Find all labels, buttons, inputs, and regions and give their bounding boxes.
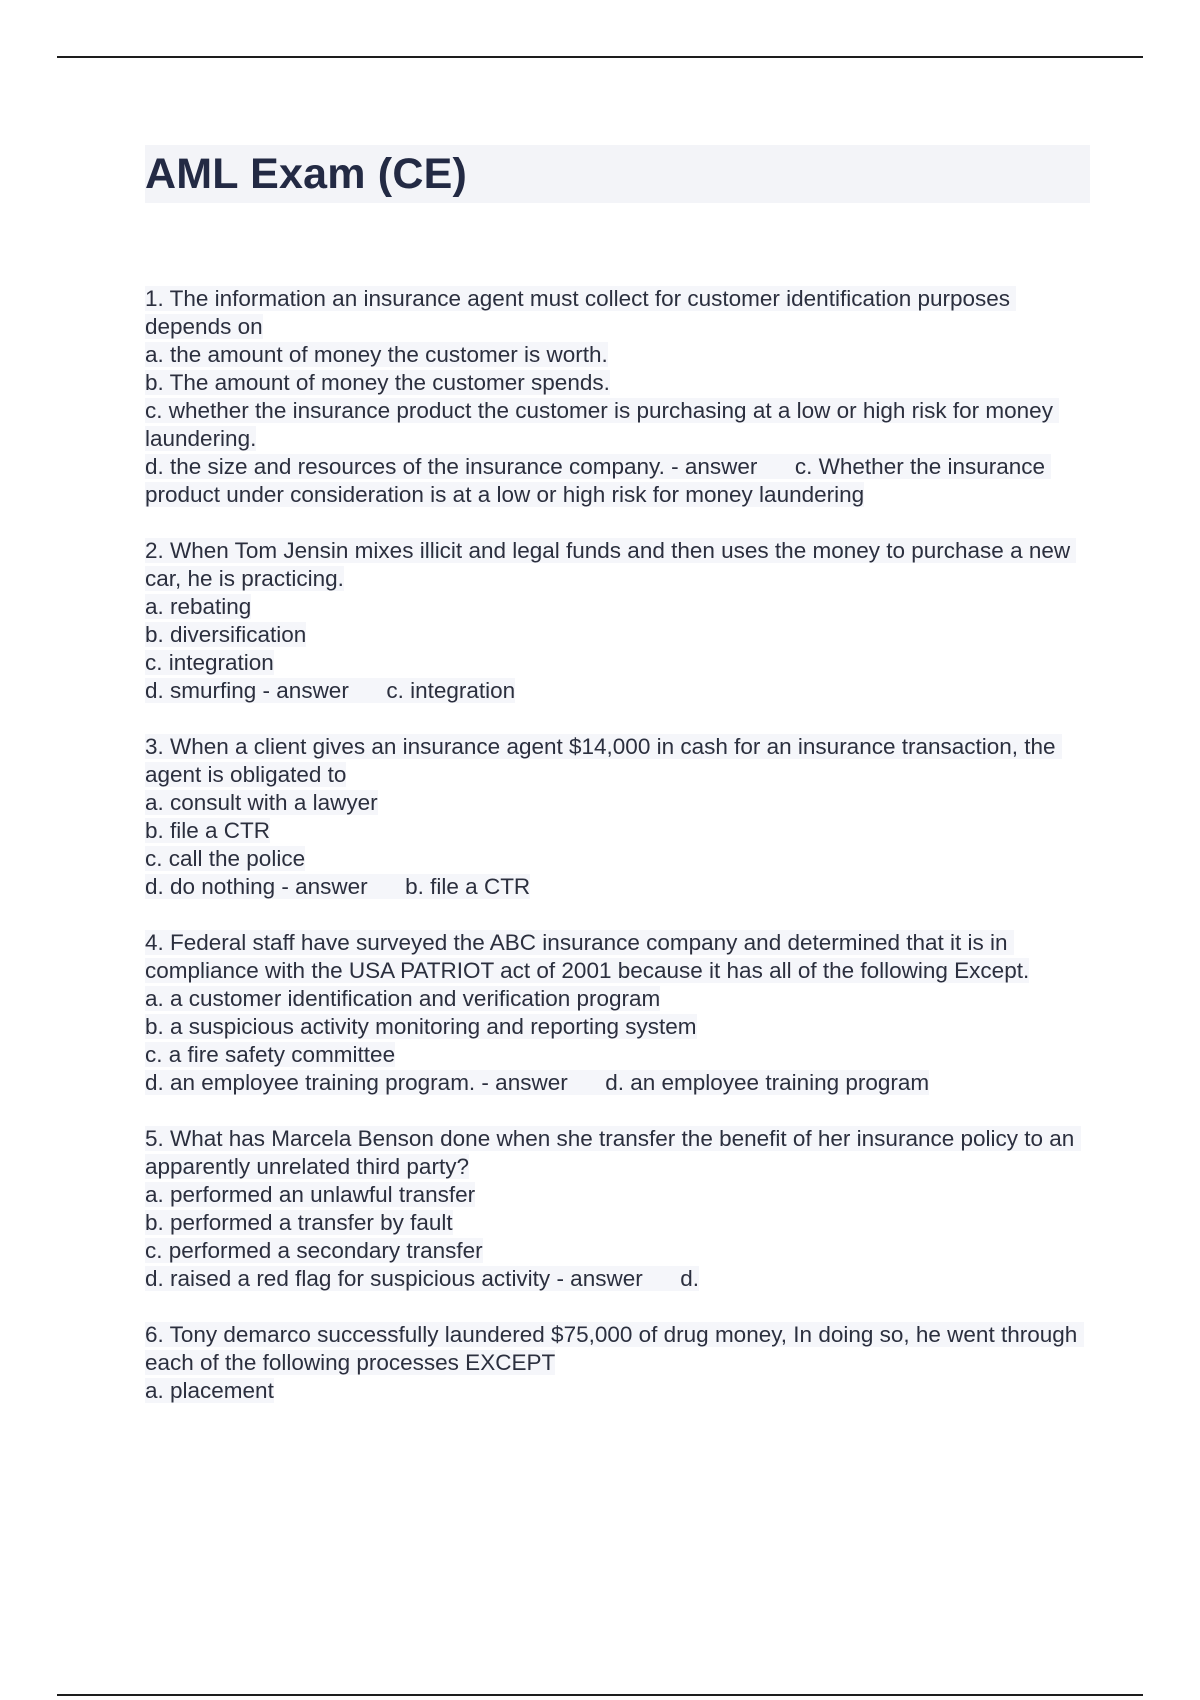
- answer-option-with-key: d. raised a red flag for suspicious activity - answer d.: [145, 1266, 699, 1291]
- answer-option: a. consult with a lawyer: [145, 790, 378, 815]
- answer-option: a. the amount of money the customer is worth.: [145, 342, 608, 367]
- answer-option: a. a customer identification and verification program: [145, 986, 661, 1011]
- question-1: [145, 285, 1090, 509]
- question-5: [145, 1125, 1090, 1293]
- document-title: AML Exam (CE): [145, 149, 467, 198]
- answer-option: c. performed a secondary transfer: [145, 1238, 483, 1263]
- question-4: [145, 929, 1090, 1097]
- question-3: [145, 733, 1090, 901]
- answer-option: c. a fire safety committee: [145, 1042, 396, 1067]
- answer-option: b. a suspicious activity monitoring and reporting system: [145, 1014, 697, 1039]
- answer-option-with-key: d. the size and resources of the insurance company. - answer c. Whether the insurance product under consideration is at a low or high risk for money laundering: [145, 454, 1052, 507]
- question-prompt: 1. The information an insurance agent must collect for customer identification purposes depends on: [145, 286, 1017, 339]
- question-6: [145, 1321, 1090, 1405]
- footer-rule: [57, 1694, 1143, 1696]
- document-body: [145, 145, 1090, 1433]
- answer-option: b. diversification: [145, 622, 307, 647]
- answer-option-with-key: d. smurfing - answer c. integration: [145, 678, 516, 703]
- answer-option: c. integration: [145, 650, 274, 675]
- question-prompt: 4. Federal staff have surveyed the ABC insurance company and determined that it is in compliance with the USA PATRIOT act of 2001 because it has all of the following Except.: [145, 930, 1030, 983]
- question-prompt: 2. When Tom Jensin mixes illicit and legal funds and then uses the money to purchase a new car, he is practicing.: [145, 538, 1077, 591]
- question-prompt: 5. What has Marcela Benson done when she transfer the benefit of her insurance policy to an apparently unrelated third party?: [145, 1126, 1081, 1179]
- answer-option-with-key: d. an employee training program. - answer d. an employee training program: [145, 1070, 930, 1095]
- answer-option: b. file a CTR: [145, 818, 271, 843]
- answer-option: a. rebating: [145, 594, 252, 619]
- question-list: [145, 285, 1090, 1405]
- answer-option: b. The amount of money the customer spends.: [145, 370, 610, 395]
- header-rule: [57, 56, 1143, 58]
- question-prompt: 6. Tony demarco successfully laundered $75,000 of drug money, In doing so, he went through each of the following processes EXCEPT: [145, 1322, 1084, 1375]
- title-band: [145, 145, 1090, 203]
- question-prompt: 3. When a client gives an insurance agent $14,000 in cash for an insurance transaction, the agent is obligated to: [145, 734, 1062, 787]
- answer-option: b. performed a transfer by fault: [145, 1210, 453, 1235]
- answer-option-with-key: d. do nothing - answer b. file a CTR: [145, 874, 531, 899]
- question-2: [145, 537, 1090, 705]
- answer-option: a. placement: [145, 1378, 274, 1403]
- answer-option: a. performed an unlawful transfer: [145, 1182, 476, 1207]
- answer-option: c. whether the insurance product the customer is purchasing at a low or high risk for money laundering.: [145, 398, 1060, 451]
- answer-option: c. call the police: [145, 846, 306, 871]
